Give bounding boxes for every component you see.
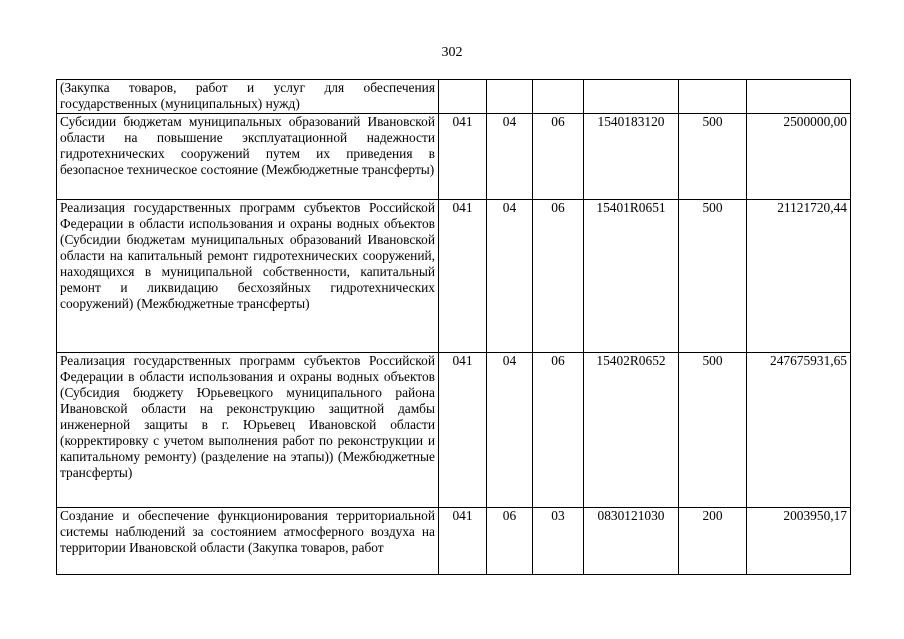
target-article-cell: 0830121030 [584,508,679,575]
section-code-cell [487,80,533,114]
budget-table [56,79,851,575]
section-code-cell: 04 [487,200,533,353]
subsection-code-cell: 06 [533,114,584,200]
subsection-code-cell [533,80,584,114]
subsection-code-cell: 03 [533,508,584,575]
expense-type-cell [679,80,747,114]
row-description: Создание и обеспечение функционирования территориальной системы наблюдений за состоянием атмосферного воздуха на территории Ивановской области (Закупка товаров, работ [57,508,439,575]
admin-code-cell: 041 [439,114,487,200]
section-code-cell: 06 [487,508,533,575]
subsection-code-cell: 06 [533,353,584,508]
table-row [57,200,851,353]
expense-type-cell: 500 [679,114,747,200]
target-article-cell: 1540183120 [584,114,679,200]
amount-cell: 21121720,44 [747,200,851,353]
row-description: Реализация государственных программ субъектов Российской Федерации в области использования и охраны водных объектов (Субсидия бюджету Юрьевецкого муниципального района Ивановской области на реконструкцию защитной дамбы инженерной защиты в г. Юрьевец Ивановской области (корректировку с учетом выполнения работ по реконструкции и капитальному ремонту) (разделение на этапы)) (Межбюджетные трансферты) [57,353,439,508]
table-row [57,353,851,508]
subsection-code-cell: 06 [533,200,584,353]
row-description: Субсидии бюджетам муниципальных образований Ивановской области на повышение эксплуатационной надежности гидротехнических сооружений путем их приведения в безопасное техническое состояние (Межбюджетные трансферты) [57,114,439,200]
target-article-cell: 15402R0652 [584,353,679,508]
amount-cell: 247675931,65 [747,353,851,508]
admin-code-cell [439,80,487,114]
expense-type-cell: 500 [679,200,747,353]
expense-type-cell: 200 [679,508,747,575]
target-article-cell [584,80,679,114]
target-article-cell: 15401R0651 [584,200,679,353]
row-description: Реализация государственных программ субъектов Российской Федерации в области использования и охраны водных объектов (Субсидии бюджетам муниципальных образований Ивановской области на капитальный ремонт гидротехнических сооружений, находящихся в муниципальной собственности, капитальный ремонт и ликвидацию бесхозяйных гидротехнических сооружений) (Межбюджетные трансферты) [57,200,439,353]
table-row [57,114,851,200]
page-number: 302 [441,45,463,60]
admin-code-cell: 041 [439,200,487,353]
admin-code-cell: 041 [439,353,487,508]
table-row [57,80,851,114]
amount-cell [747,80,851,114]
amount-cell: 2003950,17 [747,508,851,575]
row-description: (Закупка товаров, работ и услуг для обеспечения государственных (муниципальных) нужд) [57,80,439,114]
section-code-cell: 04 [487,353,533,508]
expense-type-cell: 500 [679,353,747,508]
table-row [57,508,851,575]
admin-code-cell: 041 [439,508,487,575]
amount-cell: 2500000,00 [747,114,851,200]
section-code-cell: 04 [487,114,533,200]
